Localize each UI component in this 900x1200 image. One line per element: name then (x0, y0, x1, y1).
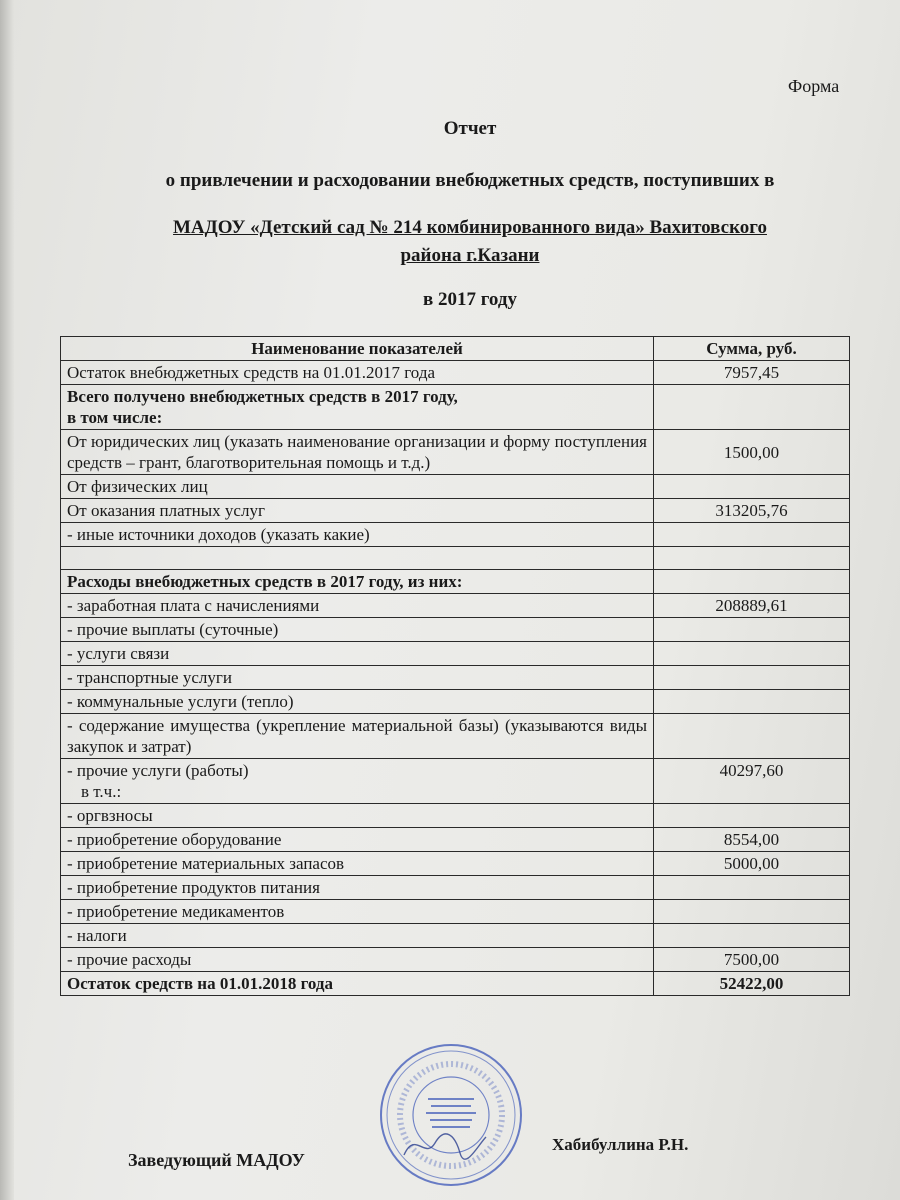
row-name: - прочие расходы (61, 948, 654, 972)
table-row (61, 852, 850, 876)
organization-name-line2: района г.Казани (400, 245, 540, 266)
row-name (61, 385, 654, 430)
row-amount (654, 714, 850, 759)
table-row (61, 900, 850, 924)
table-row (61, 948, 850, 972)
page-edge-shadow (0, 0, 14, 1200)
table-row (61, 642, 850, 666)
row-amount (654, 570, 850, 594)
table-row (61, 828, 850, 852)
row-name (61, 759, 654, 804)
row-amount: 208889,61 (654, 594, 850, 618)
row-amount (654, 523, 850, 547)
signer-name: Хабибуллина Р.Н. (552, 1135, 689, 1154)
row-name: - услуги связи (61, 642, 654, 666)
row-amount: 7957,45 (654, 361, 850, 385)
row-amount (654, 385, 850, 430)
table-row (61, 714, 850, 759)
row-name-line1: - прочие услуги (работы) (67, 761, 249, 780)
row-amount: 7500,00 (654, 948, 850, 972)
table-row (61, 499, 850, 523)
table-row (61, 361, 850, 385)
row-amount: 8554,00 (654, 828, 850, 852)
row-amount: 1500,00 (654, 430, 850, 475)
row-amount (654, 642, 850, 666)
report-table (60, 336, 850, 996)
row-name: - транспортные услуги (61, 666, 654, 690)
row-name: Остаток внебюджетных средств на 01.01.2017 года (61, 361, 654, 385)
row-amount (654, 666, 850, 690)
table-row (61, 570, 850, 594)
row-name-line1: Всего получено внебюджетных средств в 2017 году, (67, 387, 458, 406)
report-subtitle: о привлечении и расходовании внебюджетных средств, поступивших в (165, 170, 775, 191)
row-name: - налоги (61, 924, 654, 948)
table-row (61, 618, 850, 642)
row-name (61, 547, 654, 570)
row-name: Расходы внебюджетных средств в 2017 году, из них: (61, 570, 654, 594)
row-amount: 313205,76 (654, 499, 850, 523)
table-row (61, 475, 850, 499)
row-name: - содержание имущества (укрепление материальной базы) (указываются виды закупок и затрат) (61, 714, 654, 759)
row-name: Остаток средств на 01.01.2018 года (61, 972, 654, 996)
row-amount: 5000,00 (654, 852, 850, 876)
header-amount: Сумма, руб. (654, 337, 850, 361)
row-amount (654, 618, 850, 642)
table-header-row (61, 337, 850, 361)
row-amount (654, 547, 850, 570)
row-amount: 40297,60 (654, 759, 850, 804)
row-amount (654, 924, 850, 948)
table-row (61, 594, 850, 618)
official-stamp (376, 1040, 526, 1190)
table-row (61, 804, 850, 828)
row-name: - приобретение медикаментов (61, 900, 654, 924)
row-name: - иные источники доходов (указать какие) (61, 523, 654, 547)
table-row (61, 972, 850, 996)
row-name: От юридических лиц (указать наименование организации и форму поступления средств – грант, благотворительная помощь и т.д.) (61, 430, 654, 475)
row-amount (654, 475, 850, 499)
row-amount (654, 876, 850, 900)
signer-role: Заведующий МАДОУ (128, 1150, 305, 1170)
table-row (61, 523, 850, 547)
table-row (61, 876, 850, 900)
row-name-line2: в том числе: (67, 408, 163, 427)
handwritten-signature (400, 1125, 490, 1165)
organization-name-line1: МАДОУ «Детский сад № 214 комбинированного вида» Вахитовского (173, 217, 767, 238)
table-row (61, 690, 850, 714)
row-name: От оказания платных услуг (61, 499, 654, 523)
table-row (61, 385, 850, 430)
table-row (61, 430, 850, 475)
row-amount (654, 804, 850, 828)
row-name: - оргвзносы (61, 804, 654, 828)
row-name: - прочие выплаты (суточные) (61, 618, 654, 642)
row-name: - приобретение материальных запасов (61, 852, 654, 876)
row-name: - приобретение оборудование (61, 828, 654, 852)
table-row (61, 547, 850, 570)
row-name: - приобретение продуктов питания (61, 876, 654, 900)
row-name-line2: в т.ч.: (81, 782, 122, 801)
row-name: - заработная плата с начислениями (61, 594, 654, 618)
row-amount (654, 690, 850, 714)
row-amount (654, 900, 850, 924)
organization-name (20, 214, 900, 270)
table-row (61, 924, 850, 948)
header-name: Наименование показателей (61, 337, 654, 361)
table-row (61, 666, 850, 690)
form-label: Форма (788, 76, 840, 96)
report-year: в 2017 году (423, 289, 517, 310)
table-row (61, 759, 850, 804)
row-name: - коммунальные услуги (тепло) (61, 690, 654, 714)
report-title: Отчет (443, 118, 497, 139)
row-amount: 52422,00 (654, 972, 850, 996)
row-name: От физических лиц (61, 475, 654, 499)
